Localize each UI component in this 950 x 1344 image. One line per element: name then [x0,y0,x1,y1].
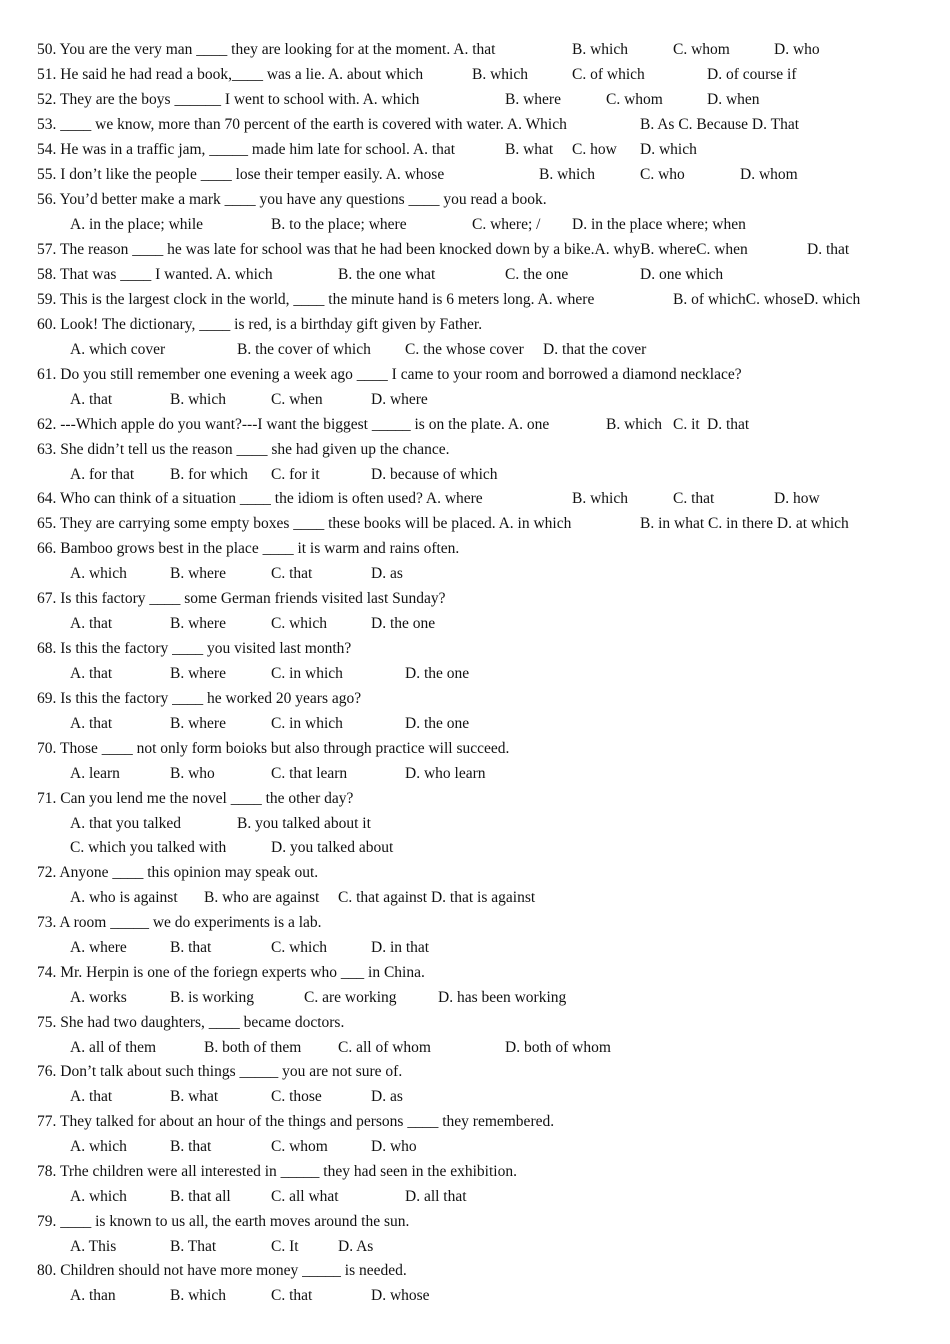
option-d: D. whose [371,1287,430,1304]
option-b: B. what [170,1088,219,1105]
option-c: C. whom [673,41,730,58]
question-60-stem: 60. Look! The dictionary, ____ is red, is a birthday gift given by Father. [37,316,483,333]
question-73-stem: 73. A room _____ we do experiments is a lab. [37,914,322,931]
option-d: D. the one [371,615,436,632]
question-76-stem: 76. Don’t talk about such things _____ you are not sure of. [37,1063,403,1080]
option-c: C. whom [606,91,663,108]
question-64-stem: 64. Who can think of a situation ____ the idiom is often used? A. where [37,490,483,507]
option-b: B. which [572,41,628,58]
options-cd: C. that against D. that is against [338,889,536,906]
question-67-stem: 67. Is this factory ____ some German friends visited last Sunday? [37,590,446,607]
option-a: A. works [70,989,127,1006]
question-59-stem: 59. This is the largest clock in the world, ____ the minute hand is 6 meters long. A. where [37,291,595,308]
question-56-stem: 56. You’d better make a mark ____ you have any questions ____ you read a book. [37,191,547,208]
question-70-stem: 70. Those ____ not only form boioks but also through practice will succeed. [37,740,510,757]
option-d: D. which [640,141,697,158]
option-d: D. you talked about [271,839,394,856]
option-b: B. which [606,416,662,433]
option-b: B. both of them [204,1039,302,1056]
option-c: C. in which [271,665,343,682]
option-a: A. that [70,615,113,632]
option-d: D. whom [740,166,798,183]
option-b: B. which [539,166,595,183]
option-d: D. both of whom [505,1039,611,1056]
question-51-stem: 51. He said he had read a book,____ was a lie. A. about which [37,66,424,83]
option-d: D. how [774,490,820,507]
question-61-stem: 61. Do you still remember one evening a week ago ____ I came to your room and borrowed a diamond necklace? [37,366,742,383]
option-b: B. you talked about it [237,815,371,832]
option-d: D. of course if [707,66,797,83]
option-c: C. which [271,615,327,632]
option-d: D. the one [405,715,470,732]
question-63-stem: 63. She didn’t tell us the reason ____ she had given up the chance. [37,441,450,458]
option-c: C. when [271,391,323,408]
options-bcd: B. of whichC. whoseD. which [673,291,861,308]
option-c: C. who [640,166,685,183]
option-d: D. when [707,91,760,108]
option-b: B. where [170,715,226,732]
option-b: B. which [572,490,628,507]
option-d: D. because of which [371,466,498,483]
option-a: A. for that [70,466,135,483]
option-b: B. where [505,91,561,108]
option-c: C. the whose cover [405,341,524,358]
option-b: B. the cover of which [237,341,371,358]
option-c: C. in which [271,715,343,732]
option-c: C. which you talked with [70,839,227,856]
option-b: B. the one what [338,266,436,283]
option-b: B. is working [170,989,254,1006]
option-d: D. in the place where; when [572,216,746,233]
option-a: A. where [70,939,127,956]
option-c: C. where; / [472,216,541,233]
option-a: A. learn [70,765,120,782]
option-a: A. which [70,1188,127,1205]
option-a: A. that [70,665,113,682]
option-d: D. who learn [405,765,486,782]
option-d: D. As [338,1238,374,1255]
question-65-stem: 65. They are carrying some empty boxes ____ these books will be placed. A. in which [37,515,572,532]
question-69-stem: 69. Is this the factory ____ he worked 20 years ago? [37,690,362,707]
option-b: B. that all [170,1188,231,1205]
option-c: C. that [271,565,313,582]
question-50-stem: 50. You are the very man ____ they are looking for at the moment. A. that [37,41,496,58]
question-53-stem: 53. ____ we know, more than 70 percent of the earth is covered with water. A. Which [37,116,567,133]
options-bcd: B. in what C. in there D. at which [640,515,849,532]
option-c: C. It [271,1238,299,1255]
option-a: A. in the place; while [70,216,203,233]
option-d: D. that [807,241,850,258]
option-d: D. as [371,565,403,582]
option-b: B. where [170,615,226,632]
option-a: A. which cover [70,341,166,358]
question-52-stem: 52. They are the boys ______ I went to school with. A. which [37,91,420,108]
option-a: A. that you talked [70,815,182,832]
option-c: C. of which [572,66,645,83]
question-72-stem: 72. Anyone ____ this opinion may speak out. [37,864,319,881]
question-57-stem: 57. The reason ____ he was late for school was that he had been knocked down by a bike.A. whyB. whereC. when [37,241,748,258]
question-68-stem: 68. Is this the factory ____ you visited last month? [37,640,352,657]
option-a: A. who is against [70,889,178,906]
option-b: B. to the place; where [271,216,407,233]
option-d: D. who [774,41,820,58]
question-79-stem: 79. ____ is known to us all, the earth moves around the sun. [37,1213,410,1230]
question-74-stem: 74. Mr. Herpin is one of the foriegn experts who ___ in China. [37,964,425,981]
question-62-stem: 62. ---Which apple do you want?---I want the biggest _____ is on the plate. A. one [37,416,550,433]
option-a: A. all of them [70,1039,157,1056]
option-d: D. who [371,1138,417,1155]
option-b: B. who are against [204,889,320,906]
options-bcd: B. As C. Because D. That [640,116,800,133]
option-b: B. which [472,66,528,83]
option-b: B. for which [170,466,248,483]
question-78-stem: 78. Trhe children were all interested in _____ they had seen in the exhibition. [37,1163,517,1180]
option-a: A. This [70,1238,117,1255]
option-a: A. that [70,391,113,408]
option-c: C. whom [271,1138,328,1155]
option-c: C. that learn [271,765,348,782]
option-a: A. which [70,565,127,582]
option-d: D. all that [405,1188,467,1205]
question-66-stem: 66. Bamboo grows best in the place ____ it is warm and rains often. [37,540,460,557]
option-b: B. that [170,939,212,956]
option-c: C. it [673,416,700,433]
question-80-stem: 80. Children should not have more money _____ is needed. [37,1262,407,1279]
option-d: D. that the cover [543,341,647,358]
option-d: D. as [371,1088,403,1105]
option-b: B. which [170,391,226,408]
option-c: C. that [271,1287,313,1304]
option-b: B. which [170,1287,226,1304]
option-c: C. the one [505,266,569,283]
option-c: C. which [271,939,327,956]
option-c: C. all of whom [338,1039,431,1056]
option-d: D. that [707,416,750,433]
option-c: C. for it [271,466,320,483]
question-55-stem: 55. I don’t like the people ____ lose their temper easily. A. whose [37,166,445,183]
option-d: D. in that [371,939,430,956]
option-b: B. who [170,765,215,782]
option-b: B. what [505,141,554,158]
option-c: C. how [572,141,617,158]
option-d: D. one which [640,266,724,283]
option-b: B. where [170,565,226,582]
option-a: A. that [70,1088,113,1105]
option-d: D. where [371,391,428,408]
option-c: C. all what [271,1188,339,1205]
question-71-stem: 71. Can you lend me the novel ____ the other day? [37,790,354,807]
option-a: A. than [70,1287,116,1304]
option-b: B. That [170,1238,217,1255]
option-a: A. which [70,1138,127,1155]
question-77-stem: 77. They talked for about an hour of the things and persons ____ they remembered. [37,1113,555,1130]
option-c: C. those [271,1088,322,1105]
question-54-stem: 54. He was in a traffic jam, _____ made him late for school. A. that [37,141,456,158]
question-58-stem: 58. That was ____ I wanted. A. which [37,266,273,283]
option-b: B. that [170,1138,212,1155]
option-c: C. that [673,490,715,507]
option-b: B. where [170,665,226,682]
option-a: A. that [70,715,113,732]
question-75-stem: 75. She had two daughters, ____ became doctors. [37,1014,345,1031]
option-d: D. has been working [438,989,567,1006]
option-c: C. are working [304,989,397,1006]
option-d: D. the one [405,665,470,682]
